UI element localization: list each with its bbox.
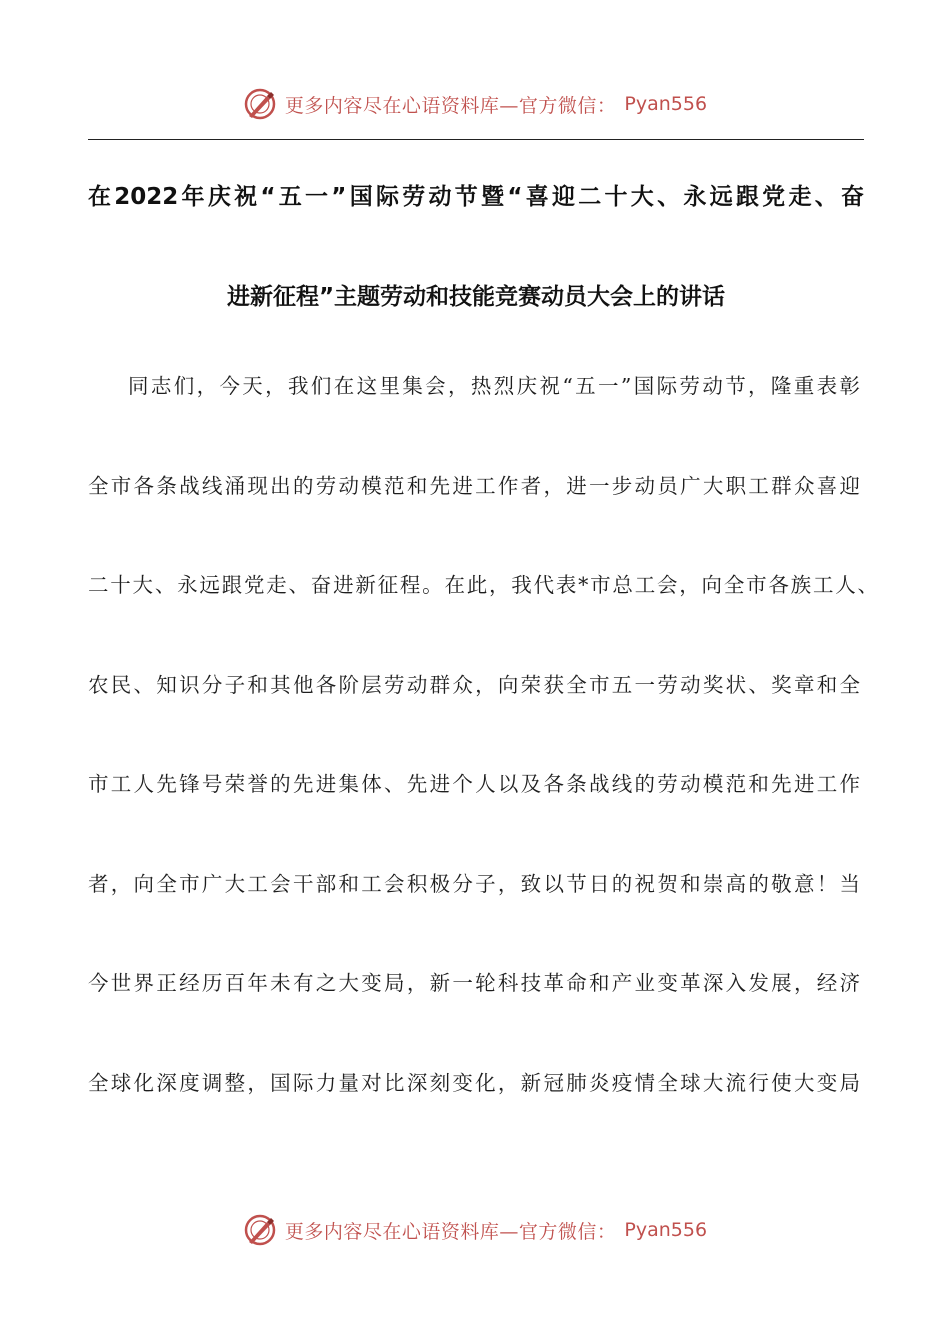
body-line-3: 二十大、永远跟党走、奋进新征程。在此，我代表*市总工会，向全市各族工人、 — [88, 573, 878, 597]
document-title-line-2: 进新征程”主题劳动和技能竞赛动员大会上的讲话 — [226, 284, 726, 310]
footer-banner — [0, 1210, 950, 1250]
footer-banner-contact: Pyan556 — [624, 1219, 708, 1241]
body-line-4: 农民、知识分子和其他各阶层劳动群众，向荣获全市五一劳动奖状、奖章和全 — [88, 673, 860, 697]
header-banner — [0, 84, 950, 124]
document-title-line-1: 在2022年庆祝“五一”国际劳动节暨“喜迎二十大、永远跟党走、奋 — [88, 184, 864, 210]
body-line-7: 今世界正经历百年未有之大变局，新一轮科技革命和产业变革深入发展，经济 — [88, 971, 860, 995]
body-line-5: 市工人先锋号荣誉的先进集体、先进个人以及各条战线的劳动模范和先进工作 — [88, 772, 860, 796]
pen-logo-icon — [243, 87, 277, 121]
body-line-1: 同志们，今天，我们在这里集会，热烈庆祝“五一”国际劳动节，隆重表彰 — [128, 374, 860, 398]
body-line-8: 全球化深度调整，国际力量对比深刻变化，新冠肺炎疫情全球大流行使大变局 — [88, 1071, 860, 1095]
body-line-2: 全市各条战线涌现出的劳动模范和先进工作者，进一步动员广大职工群众喜迎 — [88, 474, 860, 498]
footer-banner-text: 更多内容尽在心语资料库—官方微信： — [284, 1220, 617, 1243]
pen-logo-icon — [243, 1213, 277, 1247]
body-line-6: 者，向全市广大工会干部和工会积极分子，致以节日的祝贺和崇高的敬意！当 — [88, 872, 860, 896]
banner-contact: Pyan556 — [624, 93, 708, 115]
banner-text: 更多内容尽在心语资料库—官方微信： — [284, 94, 617, 117]
header-divider — [88, 139, 864, 140]
